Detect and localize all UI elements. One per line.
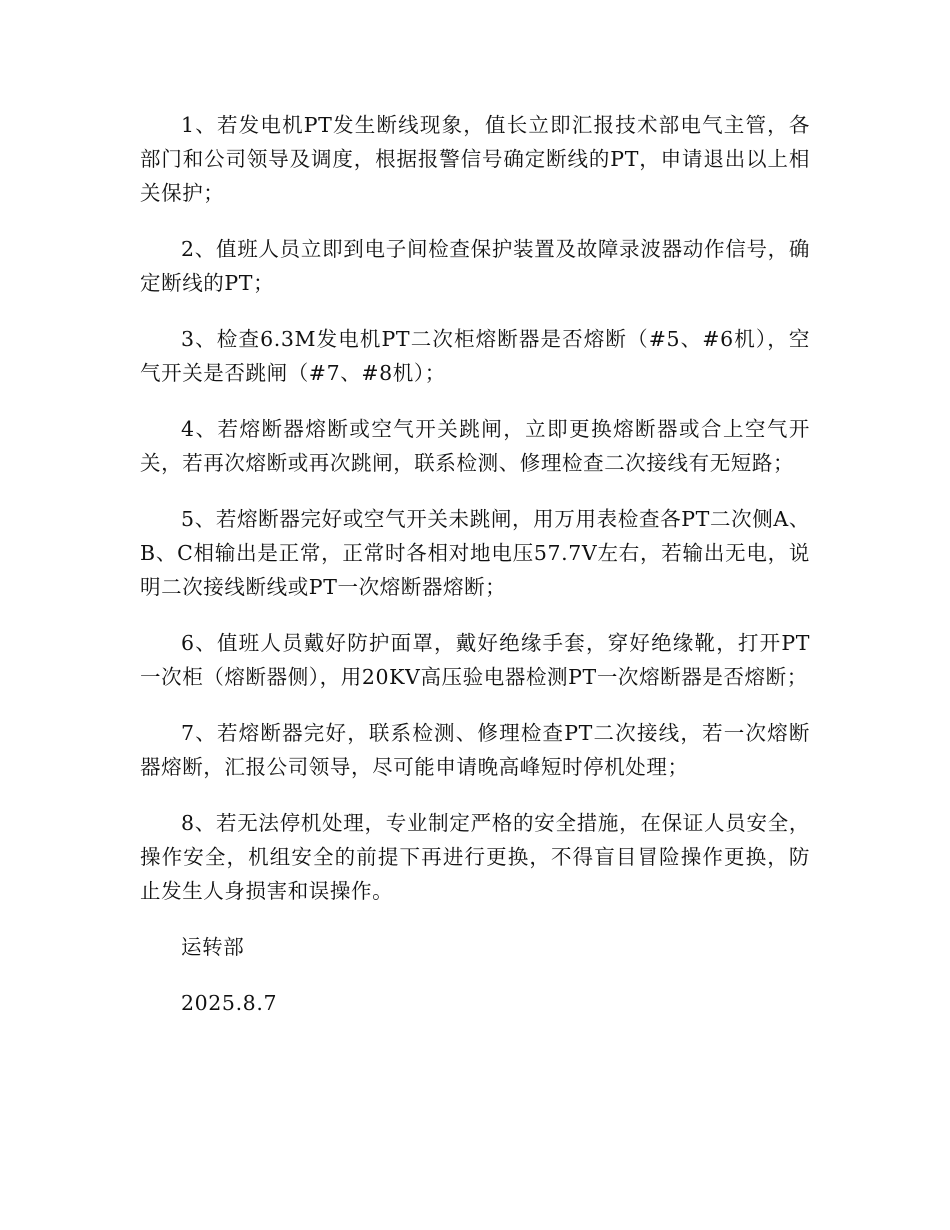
paragraph-step-4: 4、若熔断器熔断或空气开关跳闸，立即更换熔断器或合上空气开关，若再次熔断或再次跳闸，联系检测、修理检查二次接线有无短路； [140,417,810,475]
paragraph-step-2: 2、值班人员立即到电子间检查保护装置及故障录波器动作信号，确定断线的PT； [140,237,810,295]
paragraph-step-3: 3、检查6.3M发电机PT二次柜熔断器是否熔断（#5、#6机），空气开关是否跳闸（#7、#8机）； [140,327,810,385]
paragraph-step-7: 7、若熔断器完好，联系检测、修理检查PT二次接线，若一次熔断器熔断，汇报公司领导，尽可能申请晚高峰短时停机处理； [140,721,810,779]
paragraph-step-8: 8、若无法停机处理，专业制定严格的安全措施，在保证人员安全，操作安全，机组安全的前提下再进行更换，不得盲目冒险操作更换，防止发生人身损害和误操作。 [140,811,810,903]
paragraph-step-5: 5、若熔断器完好或空气开关未跳闸，用万用表检查各PT二次侧A、B、C相输出是正常，正常时各相对地电压57.7V左右，若输出无电，说明二次接线断线或PT一次熔断器熔断； [140,507,810,599]
paragraph-step-6: 6、值班人员戴好防护面罩，戴好绝缘手套，穿好绝缘靴，打开PT一次柜（熔断器侧），用20KV高压验电器检测PT一次熔断器是否熔断； [140,631,810,689]
signature-department: 运转部 [181,935,245,959]
paragraph-step-1: 1、若发电机PT发生断线现象，值长立即汇报技术部电气主管，各部门和公司领导及调度，根据报警信号确定断线的PT，申请退出以上相关保护； [140,113,810,205]
signature-date: 2025.8.7 [181,991,278,1015]
